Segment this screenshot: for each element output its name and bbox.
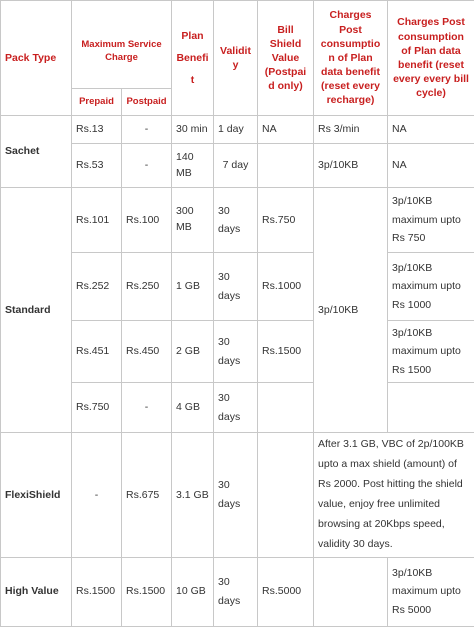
prepaid-header: Prepaid — [72, 89, 122, 116]
prepaid-cell: - — [72, 433, 122, 558]
prepaid-cell: Rs.1500 — [72, 557, 122, 626]
table-row — [1, 253, 474, 321]
shield-cell — [258, 144, 314, 188]
pack-flexishield: FlexiShield — [1, 433, 72, 558]
postpaid-cell: Rs.450 — [122, 321, 172, 383]
pack-high-value: High Value — [1, 557, 72, 626]
cycle-charge-cell: 3p/10KB maximum upto Rs 750 — [388, 188, 474, 253]
validity-cell: 30 days — [214, 433, 258, 558]
table-row — [1, 321, 474, 383]
prepaid-cell: Rs.101 — [72, 188, 122, 253]
prepaid-cell: Rs.13 — [72, 116, 122, 144]
shield-cell: Rs.1000 — [258, 253, 314, 321]
pack-type-header: Pack Type — [1, 1, 72, 116]
validity-cell: 30 days — [214, 253, 258, 321]
cycle-charge-cell: NA — [388, 144, 474, 188]
benefit-cell: 140 MB — [172, 144, 214, 188]
prepaid-cell: Rs.252 — [72, 253, 122, 321]
pack-sachet: Sachet — [1, 116, 72, 188]
postpaid-header: Postpaid — [122, 89, 172, 116]
prepaid-cell: Rs.451 — [72, 321, 122, 383]
shield-cell: Rs.1500 — [258, 321, 314, 383]
table-row — [1, 144, 474, 188]
postpaid-cell: Rs.250 — [122, 253, 172, 321]
recharge-charge-cell: Rs 3/min — [314, 116, 388, 144]
benefit-cell: 10 GB — [172, 557, 214, 626]
table-row — [1, 188, 474, 253]
postpaid-cell: - — [122, 116, 172, 144]
max-service-charge-header: Maximum Service Charge — [72, 1, 172, 89]
shield-cell — [258, 433, 314, 558]
shield-cell — [258, 383, 314, 433]
postpaid-cell: - — [122, 383, 172, 433]
table-row — [1, 433, 474, 558]
table-row — [1, 383, 474, 433]
cycle-charge-cell: 3p/10KB maximum upto Rs 1500 — [388, 321, 474, 383]
postpaid-cell: Rs.100 — [122, 188, 172, 253]
benefit-cell: 1 GB — [172, 253, 214, 321]
postpaid-cell: - — [122, 144, 172, 188]
recharge-charge-cell — [314, 557, 388, 626]
validity-cell: 30 days — [214, 188, 258, 253]
benefit-cell: 30 min — [172, 116, 214, 144]
standard-recharge-charge-cell: 3p/10KB — [314, 188, 388, 433]
postpaid-cell: Rs.1500 — [122, 557, 172, 626]
postpaid-cell: Rs.675 — [122, 433, 172, 558]
table-row — [1, 557, 474, 626]
recharge-charge-cell: 3p/10KB — [314, 144, 388, 188]
shield-cell: NA — [258, 116, 314, 144]
benefit-cell: 4 GB — [172, 383, 214, 433]
plan-benefit-header: Plan Benefit — [172, 1, 214, 116]
validity-cell: 1 day — [214, 116, 258, 144]
cycle-charge-cell: 3p/10KB maximum upto Rs 5000 — [388, 557, 474, 626]
cycle-charge-cell: NA — [388, 116, 474, 144]
prepaid-cell: Rs.53 — [72, 144, 122, 188]
header-row — [1, 1, 474, 89]
cycle-charge-cell — [388, 383, 474, 433]
benefit-cell: 3.1 GB — [172, 433, 214, 558]
validity-cell: 30 days — [214, 557, 258, 626]
validity-header: Validity — [214, 1, 258, 116]
flexishield-note-cell: After 3.1 GB, VBC of 2p/100KB upto a max shield (amount) of Rs 2000. Post hitting the shield value, enjoy free unlimited browsing at 20Kbps speed, validity 30 days. — [314, 433, 474, 558]
prepaid-cell: Rs.750 — [72, 383, 122, 433]
shield-cell: Rs.750 — [258, 188, 314, 253]
benefit-cell: 2 GB — [172, 321, 214, 383]
table-row — [1, 116, 474, 144]
cycle-charge-cell: 3p/10KB maximum upto Rs 1000 — [388, 253, 474, 321]
benefit-cell: 300 MB — [172, 188, 214, 253]
bill-shield-header: Bill Shield Value (Postpaid only) — [258, 1, 314, 116]
validity-cell: 30 days — [214, 321, 258, 383]
validity-cell: 30 days — [214, 383, 258, 433]
charges-recharge-header: Charges Post consumption of Plan data benefit (reset every recharge) — [314, 1, 388, 116]
shield-cell: Rs.5000 — [258, 557, 314, 626]
validity-cell: 7 day — [214, 144, 258, 188]
charges-bill-cycle-header: Charges Post consumption of Plan data benefit (reset every every bill cycle) — [388, 1, 474, 116]
pack-standard: Standard — [1, 188, 72, 433]
